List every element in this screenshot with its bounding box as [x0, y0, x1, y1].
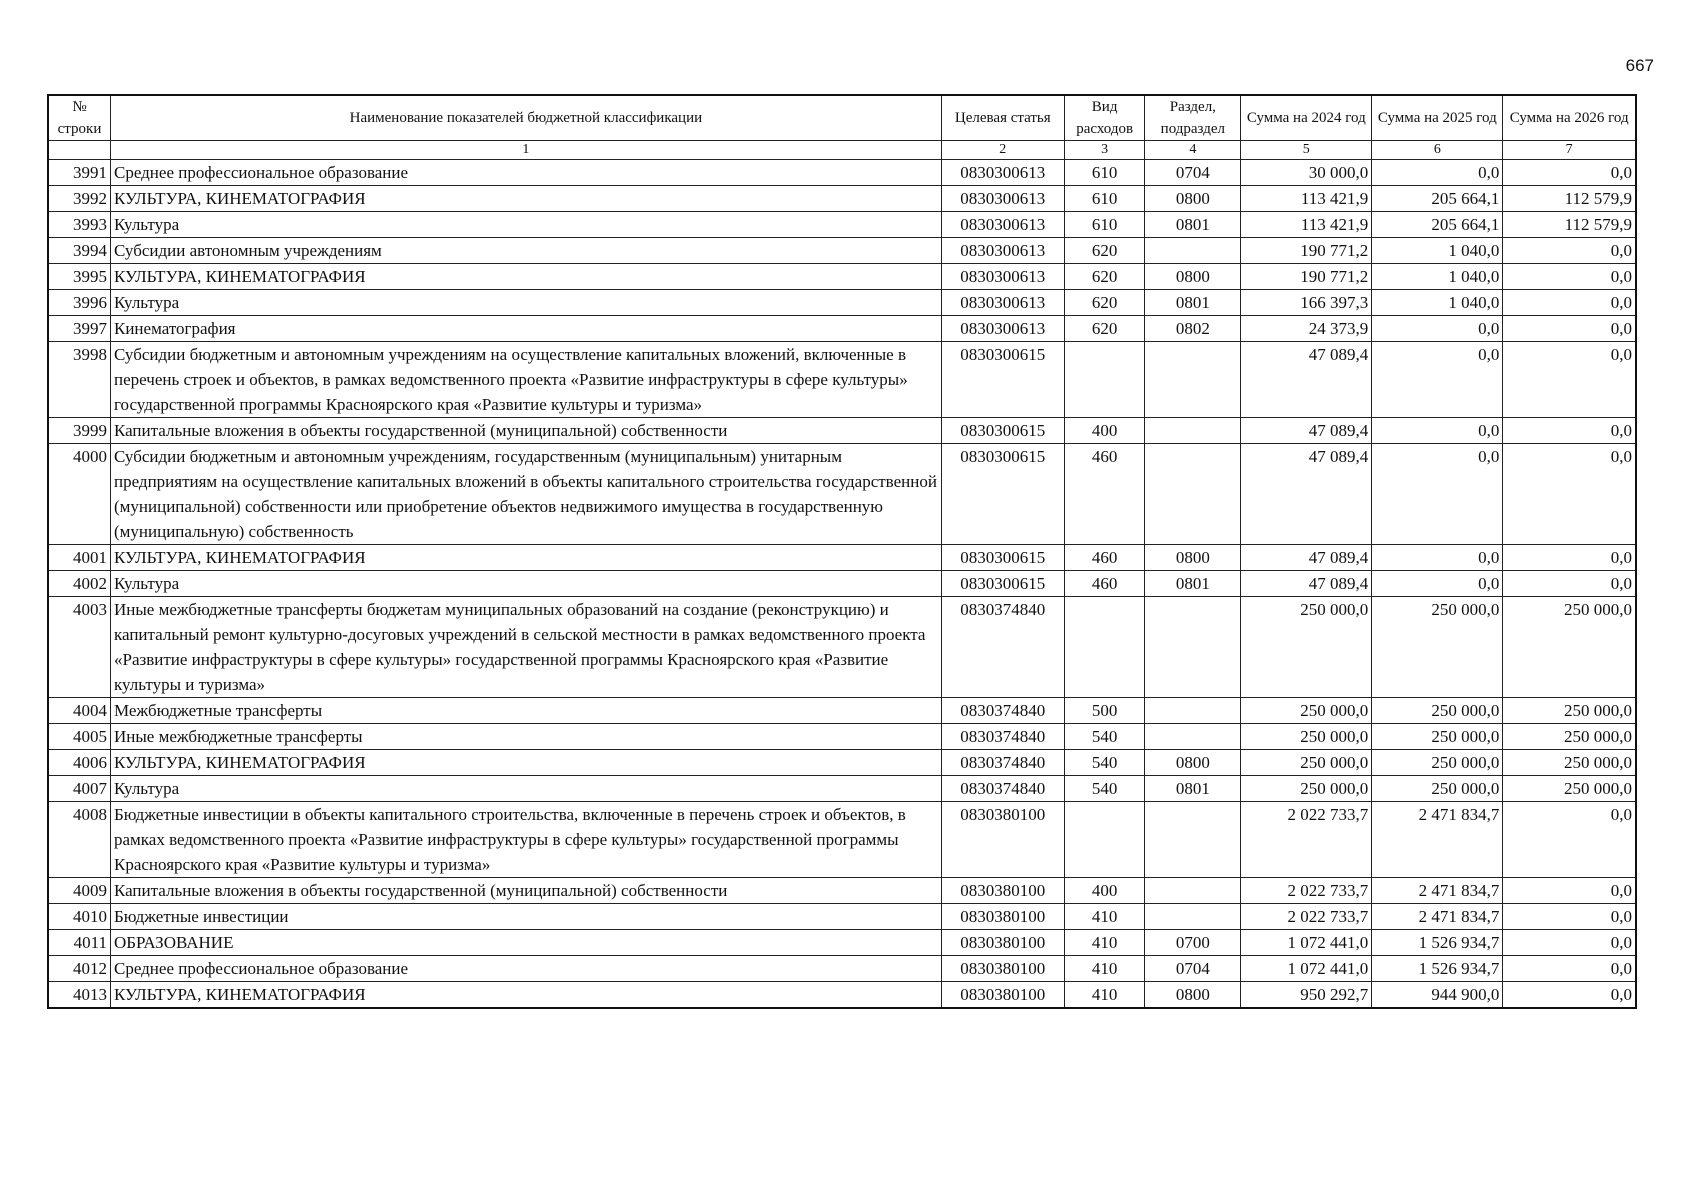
target-article-cell: 0830300613 — [941, 316, 1064, 342]
row-name-cell: Межбюджетные трансферты — [111, 698, 942, 724]
sum-2026-cell: 0,0 — [1503, 160, 1636, 186]
section-cell: 0800 — [1145, 982, 1241, 1009]
target-article-cell: 0830300613 — [941, 212, 1064, 238]
section-cell: 0700 — [1145, 930, 1241, 956]
table-row — [48, 212, 1636, 238]
section-cell: 0800 — [1145, 545, 1241, 571]
section-cell — [1145, 878, 1241, 904]
row-name-cell: Среднее профессиональное образование — [111, 160, 942, 186]
row-number-cell: 4013 — [48, 982, 111, 1009]
sum-2025-cell: 1 040,0 — [1372, 290, 1503, 316]
row-number-cell: 4000 — [48, 444, 111, 545]
sum-2026-cell: 0,0 — [1503, 904, 1636, 930]
sum-2026-cell: 250 000,0 — [1503, 750, 1636, 776]
expense-type-cell: 410 — [1064, 982, 1145, 1009]
sum-2024-cell: 190 771,2 — [1241, 238, 1372, 264]
column-number: 4 — [1145, 141, 1241, 160]
expense-type-cell — [1064, 342, 1145, 418]
table-row — [48, 238, 1636, 264]
table-row — [48, 802, 1636, 878]
target-article-cell: 0830380100 — [941, 930, 1064, 956]
sum-2024-cell: 1 072 441,0 — [1241, 956, 1372, 982]
sum-2024-cell: 250 000,0 — [1241, 698, 1372, 724]
sum-2024-cell: 250 000,0 — [1241, 724, 1372, 750]
sum-2026-cell: 250 000,0 — [1503, 776, 1636, 802]
expense-type-cell: 410 — [1064, 956, 1145, 982]
sum-2026-cell: 112 579,9 — [1503, 212, 1636, 238]
column-number-empty — [48, 141, 111, 160]
sum-2025-cell: 205 664,1 — [1372, 186, 1503, 212]
row-number-cell: 4011 — [48, 930, 111, 956]
column-number: 2 — [941, 141, 1064, 160]
expense-type-cell: 400 — [1064, 418, 1145, 444]
sum-2025-cell: 250 000,0 — [1372, 750, 1503, 776]
section-cell — [1145, 698, 1241, 724]
target-article-cell: 0830380100 — [941, 956, 1064, 982]
sum-2026-cell: 0,0 — [1503, 956, 1636, 982]
row-number-cell: 4001 — [48, 545, 111, 571]
sum-2024-cell: 47 089,4 — [1241, 545, 1372, 571]
target-article-cell: 0830374840 — [941, 776, 1064, 802]
section-cell — [1145, 802, 1241, 878]
section-cell: 0801 — [1145, 571, 1241, 597]
header-row-no: № строки — [48, 95, 111, 141]
target-article-cell: 0830374840 — [941, 597, 1064, 698]
sum-2024-cell: 250 000,0 — [1241, 597, 1372, 698]
section-cell: 0802 — [1145, 316, 1241, 342]
row-number-cell: 3992 — [48, 186, 111, 212]
sum-2024-cell: 113 421,9 — [1241, 212, 1372, 238]
table-row — [48, 930, 1636, 956]
sum-2025-cell: 1 526 934,7 — [1372, 956, 1503, 982]
row-number-cell: 4008 — [48, 802, 111, 878]
sum-2024-cell: 250 000,0 — [1241, 776, 1372, 802]
row-name-cell: Иные межбюджетные трансферты — [111, 724, 942, 750]
row-number-cell: 4006 — [48, 750, 111, 776]
table-row — [48, 418, 1636, 444]
sum-2025-cell: 0,0 — [1372, 160, 1503, 186]
sum-2024-cell: 47 089,4 — [1241, 571, 1372, 597]
row-name-cell: КУЛЬТУРА, КИНЕМАТОГРАФИЯ — [111, 545, 942, 571]
header-row — [48, 95, 1636, 141]
sum-2026-cell: 0,0 — [1503, 316, 1636, 342]
row-name-cell: КУЛЬТУРА, КИНЕМАТОГРАФИЯ — [111, 982, 942, 1009]
target-article-cell: 0830300613 — [941, 238, 1064, 264]
expense-type-cell — [1064, 802, 1145, 878]
expense-type-cell: 410 — [1064, 904, 1145, 930]
section-cell: 0801 — [1145, 776, 1241, 802]
row-number-cell: 4003 — [48, 597, 111, 698]
sum-2025-cell: 0,0 — [1372, 316, 1503, 342]
expense-type-cell: 410 — [1064, 930, 1145, 956]
table-row — [48, 571, 1636, 597]
sum-2026-cell: 0,0 — [1503, 444, 1636, 545]
row-name-cell: КУЛЬТУРА, КИНЕМАТОГРАФИЯ — [111, 264, 942, 290]
sum-2024-cell: 47 089,4 — [1241, 342, 1372, 418]
sum-2025-cell: 0,0 — [1372, 444, 1503, 545]
row-name-cell: КУЛЬТУРА, КИНЕМАТОГРАФИЯ — [111, 186, 942, 212]
expense-type-cell: 460 — [1064, 571, 1145, 597]
row-number-cell: 4009 — [48, 878, 111, 904]
sum-2025-cell: 250 000,0 — [1372, 698, 1503, 724]
row-name-cell: Субсидии автономным учреждениям — [111, 238, 942, 264]
sum-2025-cell: 2 471 834,7 — [1372, 802, 1503, 878]
row-name-cell: Культура — [111, 290, 942, 316]
column-number: 5 — [1241, 141, 1372, 160]
row-name-cell: ОБРАЗОВАНИЕ — [111, 930, 942, 956]
target-article-cell: 0830380100 — [941, 904, 1064, 930]
sum-2026-cell: 0,0 — [1503, 802, 1636, 878]
page-number: 667 — [1625, 56, 1654, 75]
table-row — [48, 776, 1636, 802]
sum-2024-cell: 2 022 733,7 — [1241, 904, 1372, 930]
sum-2025-cell: 1 040,0 — [1372, 264, 1503, 290]
table-row — [48, 444, 1636, 545]
section-cell: 0800 — [1145, 750, 1241, 776]
target-article-cell: 0830300615 — [941, 342, 1064, 418]
target-article-cell: 0830374840 — [941, 724, 1064, 750]
sum-2026-cell: 0,0 — [1503, 571, 1636, 597]
column-number: 6 — [1372, 141, 1503, 160]
expense-type-cell: 500 — [1064, 698, 1145, 724]
table-row — [48, 264, 1636, 290]
section-cell — [1145, 418, 1241, 444]
section-cell — [1145, 904, 1241, 930]
sum-2024-cell: 166 397,3 — [1241, 290, 1372, 316]
sum-2026-cell: 250 000,0 — [1503, 597, 1636, 698]
sum-2025-cell: 1 526 934,7 — [1372, 930, 1503, 956]
sum-2026-cell: 0,0 — [1503, 545, 1636, 571]
sum-2025-cell: 250 000,0 — [1372, 724, 1503, 750]
row-name-cell: Культура — [111, 212, 942, 238]
row-number-cell: 3997 — [48, 316, 111, 342]
section-cell: 0800 — [1145, 186, 1241, 212]
section-cell — [1145, 238, 1241, 264]
row-number-cell: 3998 — [48, 342, 111, 418]
table-row — [48, 698, 1636, 724]
row-name-cell: Культура — [111, 776, 942, 802]
row-name-cell: Культура — [111, 571, 942, 597]
row-name-cell: Субсидии бюджетным и автономным учреждениям, государственным (муниципальным) унитарным предприятиям на осуществление капитальных вложений в объекты капитального строительства государственной (муниципальной) собственности или приобретение объектов недвижимого имущества в государственную (муниципальную) собственность — [111, 444, 942, 545]
expense-type-cell: 620 — [1064, 290, 1145, 316]
expense-type-cell — [1064, 597, 1145, 698]
header-expense-type: Вид расходов — [1064, 95, 1145, 141]
sum-2026-cell: 0,0 — [1503, 982, 1636, 1009]
row-name-cell: Субсидии бюджетным и автономным учреждениям на осуществление капитальных вложений, включенные в перечень строек и объектов, в рамках ведомственного проекта «Развитие инфраструктуры в сфере культуры» государственной программы Красноярского края «Развитие культуры и туризма» — [111, 342, 942, 418]
expense-type-cell: 540 — [1064, 724, 1145, 750]
sum-2024-cell: 113 421,9 — [1241, 186, 1372, 212]
row-number-cell: 3991 — [48, 160, 111, 186]
sum-2024-cell: 47 089,4 — [1241, 418, 1372, 444]
expense-type-cell: 460 — [1064, 545, 1145, 571]
expense-type-cell: 540 — [1064, 750, 1145, 776]
target-article-cell: 0830300615 — [941, 418, 1064, 444]
sum-2026-cell: 0,0 — [1503, 930, 1636, 956]
target-article-cell: 0830374840 — [941, 698, 1064, 724]
sum-2026-cell: 0,0 — [1503, 290, 1636, 316]
row-name-cell: Среднее профессиональное образование — [111, 956, 942, 982]
target-article-cell: 0830300615 — [941, 571, 1064, 597]
row-number-cell: 3995 — [48, 264, 111, 290]
sum-2025-cell: 0,0 — [1372, 342, 1503, 418]
row-number-cell: 3993 — [48, 212, 111, 238]
sum-2024-cell: 250 000,0 — [1241, 750, 1372, 776]
row-number-cell: 4005 — [48, 724, 111, 750]
row-number-cell: 4002 — [48, 571, 111, 597]
sum-2024-cell: 2 022 733,7 — [1241, 878, 1372, 904]
sum-2024-cell: 24 373,9 — [1241, 316, 1372, 342]
section-cell: 0800 — [1145, 264, 1241, 290]
table-row — [48, 316, 1636, 342]
sum-2025-cell: 2 471 834,7 — [1372, 878, 1503, 904]
header-name: Наименование показателей бюджетной классификации — [111, 95, 942, 141]
section-cell — [1145, 444, 1241, 545]
expense-type-cell: 610 — [1064, 186, 1145, 212]
target-article-cell: 0830300615 — [941, 444, 1064, 545]
section-cell — [1145, 342, 1241, 418]
table-row — [48, 724, 1636, 750]
sum-2025-cell: 0,0 — [1372, 545, 1503, 571]
sum-2024-cell: 47 089,4 — [1241, 444, 1372, 545]
sum-2024-cell: 950 292,7 — [1241, 982, 1372, 1009]
header-sum-2024: Сумма на 2024 год — [1241, 95, 1372, 141]
sum-2024-cell: 30 000,0 — [1241, 160, 1372, 186]
table-row — [48, 750, 1636, 776]
sum-2025-cell: 250 000,0 — [1372, 597, 1503, 698]
target-article-cell: 0830300613 — [941, 264, 1064, 290]
table-row — [48, 982, 1636, 1009]
sum-2024-cell: 1 072 441,0 — [1241, 930, 1372, 956]
sum-2026-cell: 112 579,9 — [1503, 186, 1636, 212]
row-number-cell: 3994 — [48, 238, 111, 264]
row-number-cell: 4004 — [48, 698, 111, 724]
section-cell: 0704 — [1145, 956, 1241, 982]
row-number-cell: 3996 — [48, 290, 111, 316]
section-cell: 0704 — [1145, 160, 1241, 186]
row-name-cell: Бюджетные инвестиции — [111, 904, 942, 930]
section-cell: 0801 — [1145, 290, 1241, 316]
target-article-cell: 0830300613 — [941, 290, 1064, 316]
header-sum-2026: Сумма на 2026 год — [1503, 95, 1636, 141]
section-cell: 0801 — [1145, 212, 1241, 238]
row-name-cell: КУЛЬТУРА, КИНЕМАТОГРАФИЯ — [111, 750, 942, 776]
table-body — [48, 160, 1636, 1009]
target-article-cell: 0830380100 — [941, 802, 1064, 878]
target-article-cell: 0830300615 — [941, 545, 1064, 571]
sum-2025-cell: 1 040,0 — [1372, 238, 1503, 264]
row-name-cell: Кинематография — [111, 316, 942, 342]
target-article-cell: 0830380100 — [941, 982, 1064, 1009]
sum-2025-cell: 944 900,0 — [1372, 982, 1503, 1009]
target-article-cell: 0830300613 — [941, 160, 1064, 186]
row-number-cell: 4010 — [48, 904, 111, 930]
row-number-cell: 4007 — [48, 776, 111, 802]
target-article-cell: 0830300613 — [941, 186, 1064, 212]
sum-2024-cell: 190 771,2 — [1241, 264, 1372, 290]
table-row — [48, 597, 1636, 698]
sum-2025-cell: 250 000,0 — [1372, 776, 1503, 802]
row-name-cell: Капитальные вложения в объекты государственной (муниципальной) собственности — [111, 418, 942, 444]
expense-type-cell: 540 — [1064, 776, 1145, 802]
sum-2026-cell: 0,0 — [1503, 264, 1636, 290]
table-row — [48, 545, 1636, 571]
sum-2025-cell: 2 471 834,7 — [1372, 904, 1503, 930]
row-name-cell: Капитальные вложения в объекты государственной (муниципальной) собственности — [111, 878, 942, 904]
expense-type-cell: 460 — [1064, 444, 1145, 545]
expense-type-cell: 610 — [1064, 160, 1145, 186]
row-name-cell: Бюджетные инвестиции в объекты капитального строительства, включенные в перечень строек и объектов, в рамках ведомственного проекта «Развитие инфраструктуры в сфере культуры» государственной программы Красноярского края «Развитие культуры и туризма» — [111, 802, 942, 878]
expense-type-cell: 620 — [1064, 316, 1145, 342]
column-number: 7 — [1503, 141, 1636, 160]
row-name-cell: Иные межбюджетные трансферты бюджетам муниципальных образований на создание (реконструкцию) и капитальный ремонт культурно-досуговых учреждений в сельской местности в рамках ведомственного проекта «Развитие инфраструктуры в сфере культуры» государственной программы Красноярского края «Развитие культуры и туризма» — [111, 597, 942, 698]
table-row — [48, 160, 1636, 186]
table-row — [48, 290, 1636, 316]
column-number: 1 — [111, 141, 942, 160]
column-number-row — [48, 141, 1636, 160]
table-row — [48, 186, 1636, 212]
table-row — [48, 904, 1636, 930]
sum-2026-cell: 0,0 — [1503, 878, 1636, 904]
target-article-cell: 0830374840 — [941, 750, 1064, 776]
sum-2026-cell: 250 000,0 — [1503, 698, 1636, 724]
target-article-cell: 0830380100 — [941, 878, 1064, 904]
header-section: Раздел, подраздел — [1145, 95, 1241, 141]
table-row — [48, 342, 1636, 418]
row-number-cell: 4012 — [48, 956, 111, 982]
section-cell — [1145, 597, 1241, 698]
expense-type-cell: 610 — [1064, 212, 1145, 238]
sum-2025-cell: 205 664,1 — [1372, 212, 1503, 238]
row-number-cell: 3999 — [48, 418, 111, 444]
sum-2024-cell: 2 022 733,7 — [1241, 802, 1372, 878]
sum-2026-cell: 250 000,0 — [1503, 724, 1636, 750]
sum-2025-cell: 0,0 — [1372, 571, 1503, 597]
section-cell — [1145, 724, 1241, 750]
header-sum-2025: Сумма на 2025 год — [1372, 95, 1503, 141]
column-number: 3 — [1064, 141, 1145, 160]
sum-2026-cell: 0,0 — [1503, 418, 1636, 444]
expense-type-cell: 620 — [1064, 264, 1145, 290]
sum-2026-cell: 0,0 — [1503, 342, 1636, 418]
header-target-article: Целевая статья — [941, 95, 1064, 141]
table-row — [48, 878, 1636, 904]
expense-type-cell: 620 — [1064, 238, 1145, 264]
budget-table — [47, 94, 1637, 1009]
sum-2025-cell: 0,0 — [1372, 418, 1503, 444]
expense-type-cell: 400 — [1064, 878, 1145, 904]
sum-2026-cell: 0,0 — [1503, 238, 1636, 264]
table-row — [48, 956, 1636, 982]
